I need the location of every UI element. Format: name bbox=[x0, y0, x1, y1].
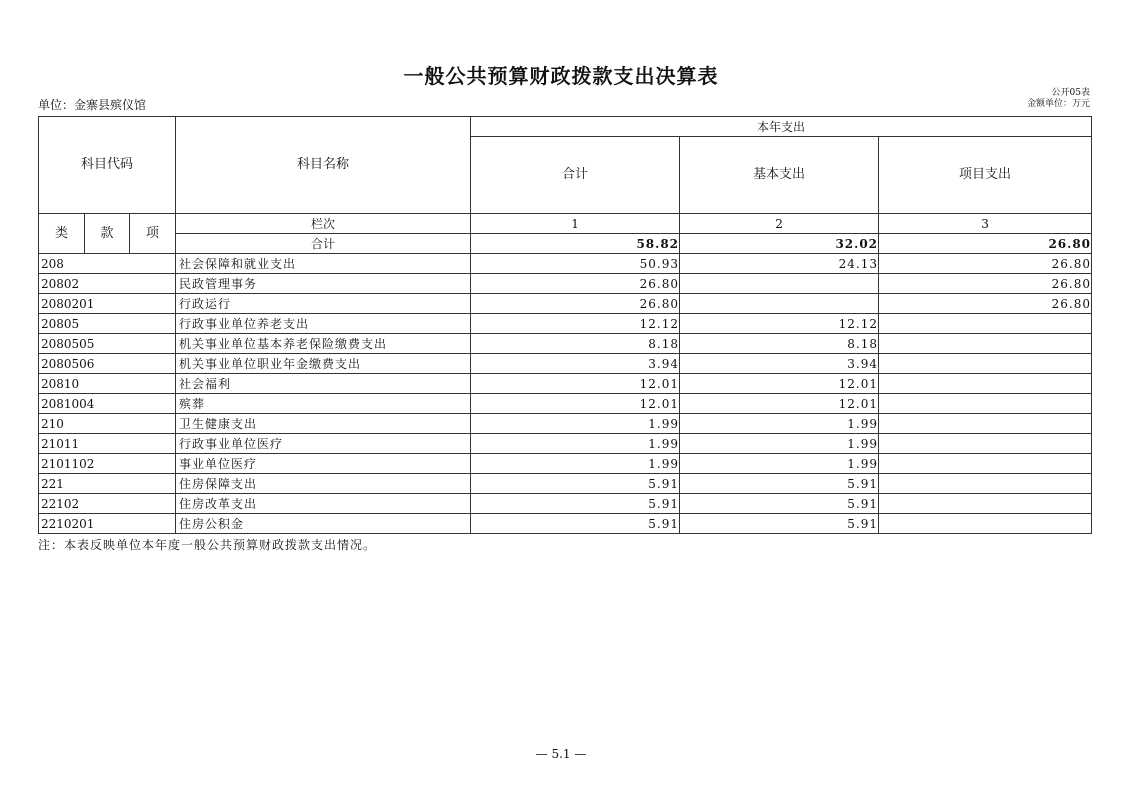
row-total: 12.01 bbox=[471, 394, 680, 414]
row-code: 2080505 bbox=[39, 334, 176, 354]
header-basic: 基本支出 bbox=[680, 137, 879, 214]
row-name: 事业单位医疗 bbox=[176, 454, 471, 474]
row-code: 2080201 bbox=[39, 294, 176, 314]
table-row bbox=[39, 414, 1092, 434]
header-kuan: 款 bbox=[85, 214, 130, 254]
row-name: 住房公积金 bbox=[176, 514, 471, 534]
page-title: 一般公共预算财政拨款支出决算表 bbox=[403, 64, 719, 88]
table-row bbox=[39, 454, 1092, 474]
table-row bbox=[39, 334, 1092, 354]
col-index-2: 2 bbox=[680, 214, 879, 234]
col-index-1: 1 bbox=[471, 214, 680, 234]
row-code: 221 bbox=[39, 474, 176, 494]
row-name: 行政运行 bbox=[176, 294, 471, 314]
row-name: 机关事业单位职业年金缴费支出 bbox=[176, 354, 471, 374]
row-project bbox=[879, 454, 1092, 474]
row-project bbox=[879, 354, 1092, 374]
row-total: 1.99 bbox=[471, 454, 680, 474]
row-code: 20810 bbox=[39, 374, 176, 394]
row-project: 26.80 bbox=[879, 254, 1092, 274]
row-project: 26.80 bbox=[879, 294, 1092, 314]
row-total: 5.91 bbox=[471, 514, 680, 534]
row-name: 机关事业单位基本养老保险缴费支出 bbox=[176, 334, 471, 354]
header-lanci: 栏次 bbox=[176, 214, 471, 234]
row-project bbox=[879, 374, 1092, 394]
table-row bbox=[39, 274, 1092, 294]
header-total: 合计 bbox=[471, 137, 680, 214]
row-project: 26.80 bbox=[879, 274, 1092, 294]
row-total: 12.12 bbox=[471, 314, 680, 334]
form-code: 公开05表 bbox=[1051, 88, 1090, 98]
row-code: 22102 bbox=[39, 494, 176, 514]
row-code: 2101102 bbox=[39, 454, 176, 474]
row-total: 26.80 bbox=[471, 294, 680, 314]
row-code: 20805 bbox=[39, 314, 176, 334]
row-basic: 1.99 bbox=[680, 454, 879, 474]
row-name: 殡葬 bbox=[176, 394, 471, 414]
row-total: 1.99 bbox=[471, 434, 680, 454]
row-basic: 1.99 bbox=[680, 414, 879, 434]
row-name: 社会保障和就业支出 bbox=[176, 254, 471, 274]
row-project bbox=[879, 514, 1092, 534]
total-basic: 32.02 bbox=[680, 234, 879, 254]
header-lei: 类 bbox=[39, 214, 85, 254]
page-number: — 5.1 — bbox=[535, 747, 587, 761]
total-total: 58.82 bbox=[471, 234, 680, 254]
row-code: 20802 bbox=[39, 274, 176, 294]
table-row bbox=[39, 514, 1092, 534]
amount-unit: 金额单位：万元 bbox=[1026, 99, 1090, 109]
table-row bbox=[39, 314, 1092, 334]
row-code: 208 bbox=[39, 254, 176, 274]
header-name: 科目名称 bbox=[176, 117, 471, 214]
footnote: 注：本表反映单位本年度一般公共预算财政拨款支出情况。 bbox=[38, 538, 377, 552]
row-name: 住房保障支出 bbox=[176, 474, 471, 494]
table-row bbox=[39, 254, 1092, 274]
row-basic: 12.12 bbox=[680, 314, 879, 334]
total-label: 合计 bbox=[176, 234, 471, 254]
row-total: 1.99 bbox=[471, 414, 680, 434]
row-basic: 5.91 bbox=[680, 474, 879, 494]
row-basic: 12.01 bbox=[680, 394, 879, 414]
table-row bbox=[39, 394, 1092, 414]
row-basic: 5.91 bbox=[680, 494, 879, 514]
row-total: 8.18 bbox=[471, 334, 680, 354]
header-xiang: 项 bbox=[130, 214, 176, 254]
table-row bbox=[39, 494, 1092, 514]
row-project bbox=[879, 334, 1092, 354]
row-name: 民政管理事务 bbox=[176, 274, 471, 294]
row-project bbox=[879, 474, 1092, 494]
unit-label: 单位：金寨县殡仪馆 bbox=[38, 98, 147, 112]
row-total: 50.93 bbox=[471, 254, 680, 274]
table-row bbox=[39, 374, 1092, 394]
row-name: 行政事业单位养老支出 bbox=[176, 314, 471, 334]
header-group: 本年支出 bbox=[471, 117, 1092, 137]
row-name: 住房改革支出 bbox=[176, 494, 471, 514]
row-basic bbox=[680, 274, 879, 294]
row-total: 3.94 bbox=[471, 354, 680, 374]
table-row bbox=[39, 434, 1092, 454]
row-code: 2080506 bbox=[39, 354, 176, 374]
col-index-3: 3 bbox=[879, 214, 1092, 234]
row-basic bbox=[680, 294, 879, 314]
row-name: 社会福利 bbox=[176, 374, 471, 394]
row-basic: 1.99 bbox=[680, 434, 879, 454]
row-project bbox=[879, 314, 1092, 334]
row-basic: 5.91 bbox=[680, 514, 879, 534]
form-meta bbox=[1027, 88, 1090, 110]
row-basic: 24.13 bbox=[680, 254, 879, 274]
row-total: 5.91 bbox=[471, 494, 680, 514]
table-row bbox=[39, 354, 1092, 374]
row-name: 卫生健康支出 bbox=[176, 414, 471, 434]
row-total: 5.91 bbox=[471, 474, 680, 494]
row-code: 21011 bbox=[39, 434, 176, 454]
row-project bbox=[879, 434, 1092, 454]
row-code: 2081004 bbox=[39, 394, 176, 414]
total-project: 26.80 bbox=[879, 234, 1092, 254]
row-basic: 3.94 bbox=[680, 354, 879, 374]
row-basic: 12.01 bbox=[680, 374, 879, 394]
row-project bbox=[879, 494, 1092, 514]
row-basic: 8.18 bbox=[680, 334, 879, 354]
header-project: 项目支出 bbox=[879, 137, 1092, 214]
row-total: 12.01 bbox=[471, 374, 680, 394]
row-code: 2210201 bbox=[39, 514, 176, 534]
total-row bbox=[39, 234, 1092, 254]
header-code: 科目代码 bbox=[39, 117, 176, 214]
row-project bbox=[879, 414, 1092, 434]
row-project bbox=[879, 394, 1092, 414]
expenditure-table bbox=[38, 116, 1092, 534]
row-total: 26.80 bbox=[471, 274, 680, 294]
row-code: 210 bbox=[39, 414, 176, 434]
table-row bbox=[39, 294, 1092, 314]
row-name: 行政事业单位医疗 bbox=[176, 434, 471, 454]
table-row bbox=[39, 474, 1092, 494]
